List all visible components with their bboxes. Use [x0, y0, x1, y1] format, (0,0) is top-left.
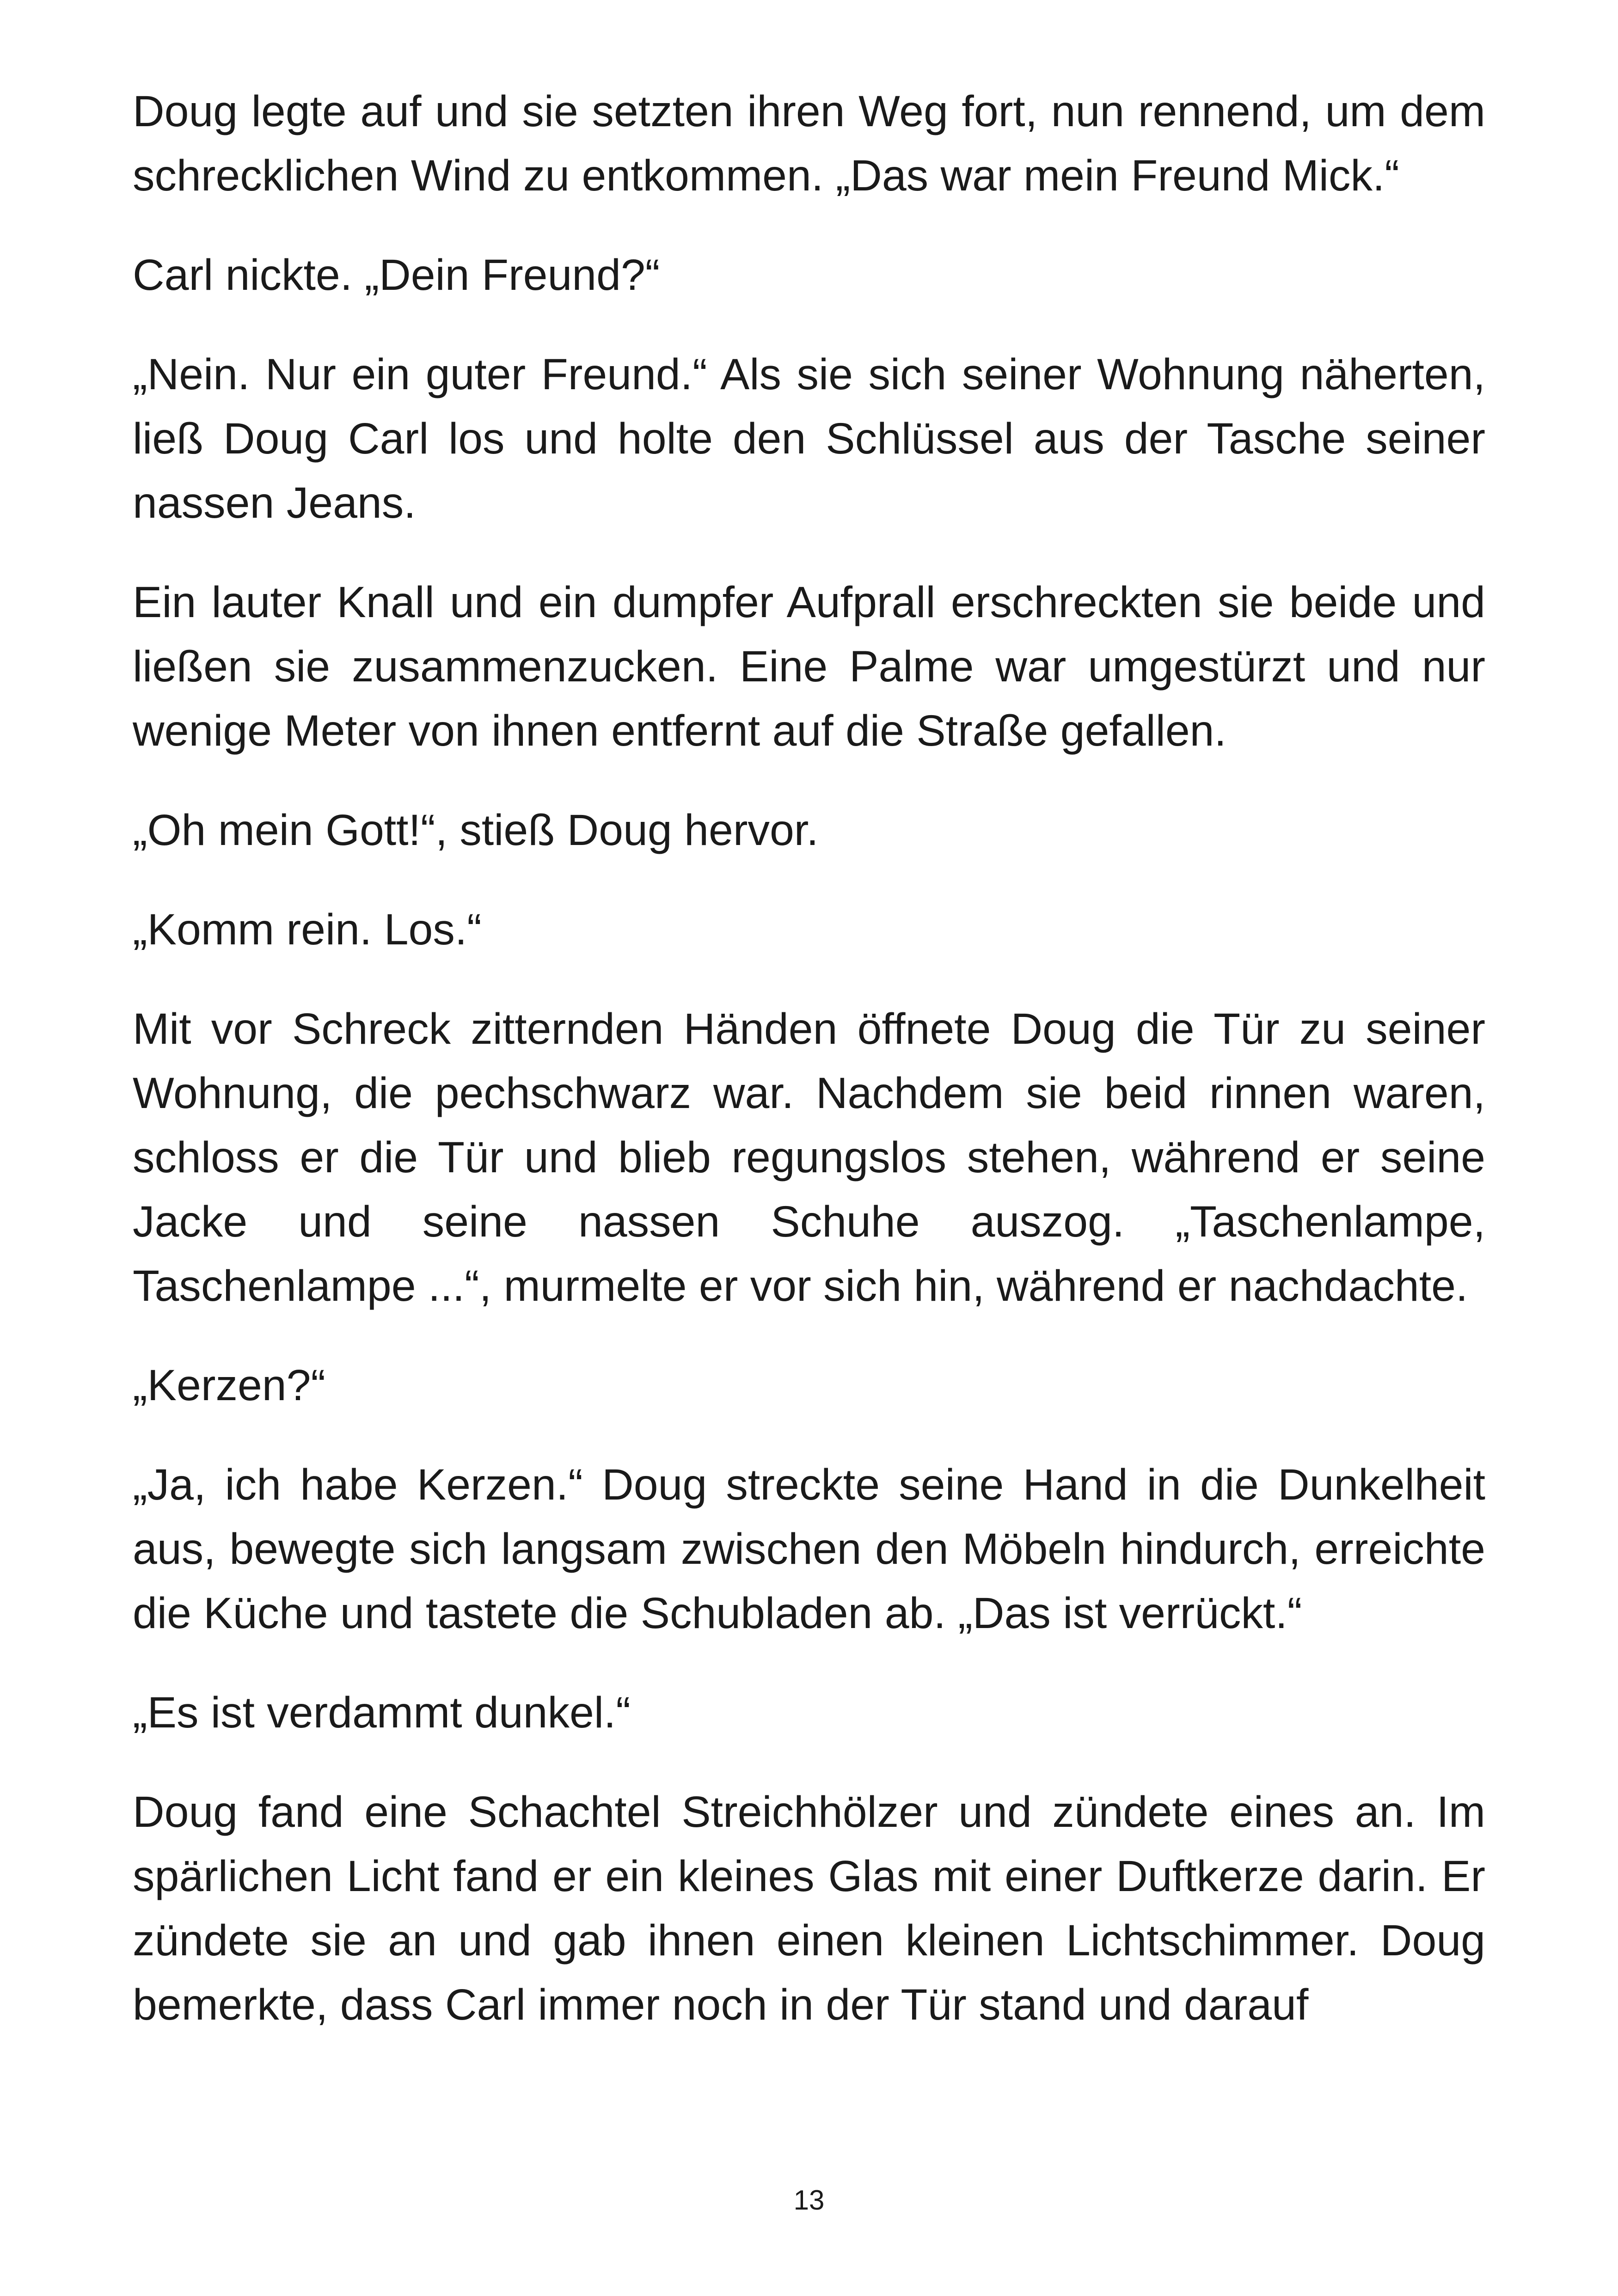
paragraph: „Oh mein Gott!“, stieß Doug hervor.	[133, 806, 819, 855]
paragraph: Mit vor Schreck zitternden Händen öffnete Doug die Tür zu seiner Wohnung, die pechschwarz war. Nachdem sie beid rinnen waren, schloss er die Tür und blieb regungslos stehen, während er seine Jacke und seine nassen Schuhe auszog. „Taschenlampe, Taschenlampe ...“, murmelte er vor sich hin, während er nachdachte.	[133, 1004, 1485, 1310]
paragraph: „Nein. Nur ein guter Freund.“ Als sie sich seiner Wohnung näherten, ließ Doug Carl los und holte den Schlüssel aus der Tasche seiner nassen Jeans.	[133, 350, 1485, 527]
paragraph: „Ja, ich habe Kerzen.“ Doug streckte seine Hand in die Dunkelheit aus, bewegte sich langsam zwischen den Möbeln hindurch, erreichte die Küche und tastete die Schubladen ab. „Das ist verrückt.“	[133, 1460, 1485, 1638]
paragraph: Ein lauter Knall und ein dumpfer Aufprall erschreckten sie beide und ließen sie zusammenzucken. Eine Palme war umgestürzt und nur wenige Meter von ihnen entfernt auf die Straße gefallen.	[133, 578, 1485, 755]
page-number: 13	[793, 2185, 825, 2216]
page-body	[133, 80, 1485, 2072]
paragraph: „Kerzen?“	[133, 1361, 326, 1410]
paragraph: Doug fand eine Schachtel Streichhölzer und zündete eines an. Im spärlichen Licht fand er ein kleines Glas mit einer Duftkerze darin. Er zündete sie an und gab ihnen einen kleinen Lichtschimmer. Doug bemerkte, dass Carl immer noch in der Tür stand und darauf	[133, 1788, 1485, 2029]
paragraph: „Es ist verdammt dunkel.“	[133, 1688, 631, 1737]
paragraph: Doug legte auf und sie setzten ihren Weg fort, nun rennend, um dem schrecklichen Wind zu entkommen. „Das war mein Freund Mick.“	[133, 87, 1485, 200]
paragraph: „Komm rein. Los.“	[133, 905, 482, 954]
paragraph: Carl nickte. „Dein Freund?“	[133, 251, 660, 300]
